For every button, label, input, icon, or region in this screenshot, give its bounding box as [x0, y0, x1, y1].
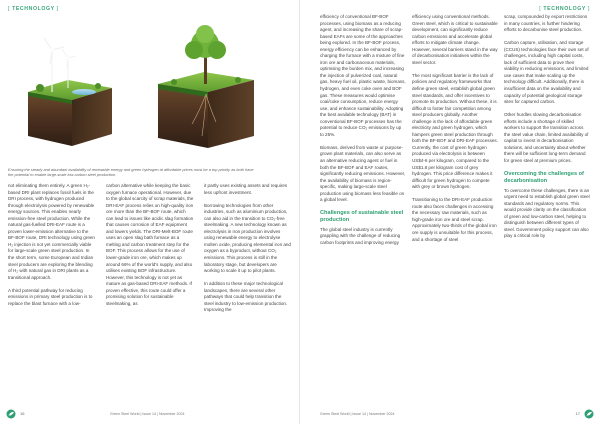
paragraph: A third potential pathway for reducing emissions in primary steel production is to replace the blast furnace with a low-	[8, 287, 93, 306]
right-soil-cube	[158, 25, 254, 148]
paragraph: In addition to these major technological landscapes, there are several other pathways that could help transition the steel industry to low-emission production. Improving the	[204, 281, 288, 313]
right-col-3	[504, 14, 590, 246]
paragraph: scrap, compounded by export restrictions in many countries, is further hindering efforts to decarbonise steel production.	[504, 14, 588, 33]
left-soil-cube	[28, 38, 112, 146]
right-col-1	[320, 14, 406, 253]
paragraph: The global steel industry is currently grappling with the challenge of reducing carbon footprints and improving energy	[320, 226, 401, 245]
page-number: 16	[20, 411, 25, 416]
leaf-logo-icon	[6, 409, 16, 419]
paragraph: Other hurdles slowing decarbonisation efforts include a shortage of skilled workers to support the transition across the steel value chain, limited availability of capital to invest in decarbonisation solutions, and uncertainty about whether there will be sufficient long-term demand for green steel at premium prices.	[504, 112, 589, 163]
paragraph: not eliminating them entirely. A green H₂-based DRI plant replaces fossil fuels in the DRI process, with hydrogen produced through electrolysis powered by renewable energy sources. This enables nearly emission-free steel production. While the natural gas-fuelled DRI-EAF route is a proven lower-emission alternative to the BF-BOF route, DRI technology using green H₂ injection is not yet commercially viable for large-scale green steel production. In the short term, some European and Indian steel producers are exploring the blending of H₂ with natural gas in DRI plants as a transitional approach.	[8, 183, 95, 280]
page-number: 17	[575, 411, 580, 416]
paragraph: efficiency of conventional BF-BOF processes, using biomass as a reducing agent, and increasing the share of scrap-based EAFs are some of the approaches being explored. In the BF-BOF process, energy efficiency can be enhanced by charging the furnace with a mixture of fine iron ore and carbonaceous materials, optimising the burden mix, and increasing the injection of pulverized coal, natural gas, heavy fuel oil, plastic waste, biomass, hydrogen, and even coke oven and BOF gas. These measures would optimise coal/coke consumption, reduce energy use, and enhance sustainability. Adopting the best available technology (BAT) in conventional BF-BOF processes has the potential to reduce CO₂ emissions by up to 25%.	[320, 14, 406, 137]
paragraph: carbon alternative while keeping the basic oxygen furnace operational. However, due to the global scarcity of scrap materials, the DRI-EAF process relies on high-quality iron ore more than the BF-BOF route, which can lead to issues like acidic slag formation that causes corrosion of EAF equipment and lowers yields. The DRI-Melt-BOF route uses an open slag bath furnace as a melting and carbon treatment step for the BOF. This process allows for the use of lower-grade iron ore, which makes up around 66% of the world's supply, and also utilises existing BOF infrastructure. However, this technology is not yet as mature as gas-based DRI-EAF methods. If proven effective, this route could offer a promising solution for sustainable steelmaking, as	[106, 183, 194, 306]
section-tag: [ TECHNOLOGY ]	[8, 6, 59, 12]
page-footer: Green Steel World | Issue 14 | November 2024	[110, 412, 185, 416]
section-heading: Challenges of sustainable steel production	[320, 210, 404, 224]
section-heading: Overcoming the challenges of decarbonisation	[504, 170, 584, 184]
paragraph: Transitioning to the DRI-EAF production route also faces challenges in accessing the necessary raw materials, such as high-grade iron ore and steel scrap. Approximately two-thirds of the global iron ore supply is unsuitable for this process, and a shortage of steel	[412, 197, 497, 242]
page-footer: Green Steel World | Issue 14 | November 2024	[320, 412, 395, 416]
paragraph: it partly uses existing assets and requires less upfront investment.	[204, 183, 288, 195]
paragraph: To overcome these challenges, there is an urgent need to establish global green steel standards and regulatory norms. This would provide clarity on the classification of green and low-carbon steel, helping to distinguish between different types of steel. Government policy support can also play a critical role by	[504, 187, 590, 239]
leaf-logo-icon	[584, 409, 594, 419]
soil-cubes-illustration	[8, 14, 292, 164]
paragraph: Borrowing technologies from other industries, such as aluminium production, can also aid in the transition to CO₂-free steelmaking. A new technology known as electrolysis in iron production involves using renewable energy to electrolyse molten oxide, producing elemental iron and oxygen as a byproduct, without CO₂ emissions. This process is still in the laboratory stage, but developers are working to scale it up to pilot plants.	[204, 202, 291, 274]
hero-image	[8, 14, 292, 164]
section-tag: [ TECHNOLOGY ]	[539, 6, 590, 12]
left-col-3	[204, 183, 292, 320]
paragraph: efficiency using conventional methods. Green steel, which is critical to sustainable development, can significantly reduce carbon emissions and accelerate global efforts to mitigate climate change. However, several barriers stand in the way of decarbonisation initiatives within the steel sector.	[412, 14, 498, 65]
image-caption: Ensuring the steady and abundant availability of renewable energy and green hydrogen at affordable prices must be a top priority as both have the potential to enable large-scale low-carbon steel production.	[8, 167, 254, 177]
paragraph: Biomass, derived from waste or purpose-grown plant materials, can also serve as an alternative reducing agent or fuel in both the BF-BOF and EAF routes, significantly reducing emissions. However, the availability of biomass is region-specific, making large-scale steel production using biomass less feasible on a global level.	[320, 144, 406, 203]
left-col-1	[8, 183, 96, 314]
right-page	[300, 0, 600, 424]
left-col-2	[106, 183, 194, 314]
right-col-2	[412, 14, 498, 250]
paragraph: Carbon capture, utilisation, and storage (CCUS) technologies face their own set of challenges, including high capital costs, lack of sufficient data to prove their viability in reducing emissions, and limited use cases that make scaling up the technology difficult. Additionally, there is insufficient data on the availability and capacity of potential geological storage sites for captured carbon.	[504, 40, 589, 105]
paragraph: The most significant barrier is the lack of policies and regulatory frameworks that define green steel, establish global green steel standards, and offer incentives to promote its production. Without these, it is difficult to foster fair competition among steel producers globally. Another challenge is the lack of affordable green electricity and green hydrogen, which hampers green steel production through both the BF-BOF and DRI-EAF processes. Currently, the cost of green hydrogen produced via electrolysis is between US$4-6 per kilogram, compared to the US$1.8 per kilogram cost of grey hydrogen. This price difference makes it difficult for green hydrogen to compete with grey or brown hydrogen.	[412, 72, 498, 190]
